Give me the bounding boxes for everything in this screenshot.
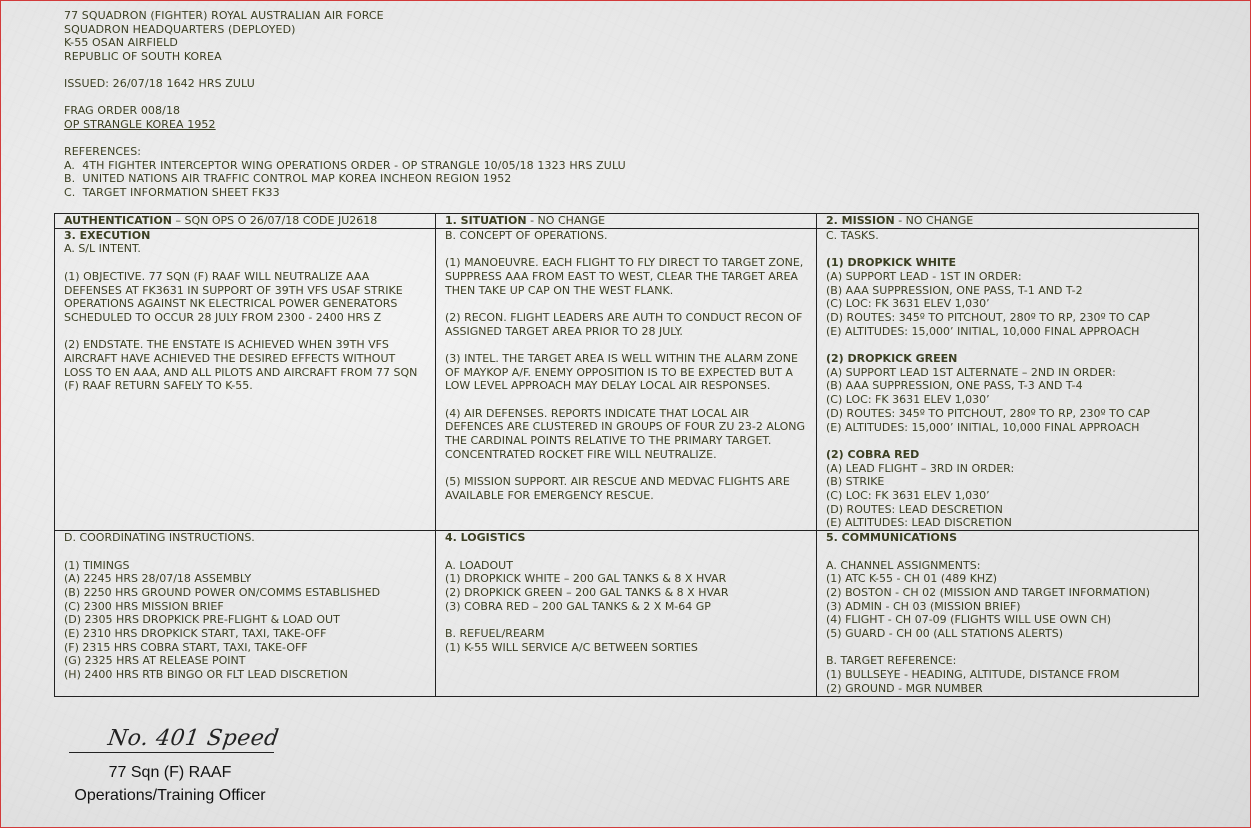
- timing-item: (D) 2305 HRS DROPKICK PRE-FLIGHT & LOAD OUT: [64, 613, 340, 627]
- timing-item: (H) 2400 HRS RTB BINGO OR FLT LEAD DISCRETION: [64, 668, 348, 682]
- timings-label: (1) TIMINGS: [64, 558, 130, 572]
- concept-item: (1) MANOEUVRE. EACH FLIGHT TO FLY DIRECT TO TARGET ZONE, SUPPRESS AAA FROM EAST TO WEST, CLEAR THE TARGET AREA THEN TAKE UP CAP ON THE WEST FLANK.: [445, 256, 804, 297]
- loadout-label: A. LOADOUT: [445, 558, 513, 572]
- execution-label: 3. EXECUTION: [64, 228, 151, 242]
- task-line: (D) ROUTES: 345º TO PITCHOUT, 280º TO RP, 230º TO CAP: [826, 406, 1150, 420]
- endstate-text: (2) ENDSTATE. THE ENSTATE IS ACHIEVED WHEN 39TH VFS AIRCRAFT HAVE ACHIEVED THE DESIRED EFFECTS WITHOUT LOSS TO EN AAA, AND ALL PILOTS AND AIRCRAFT FROM 77 SQN (F) RAAF RETURN SAFELY TO K-55.: [64, 338, 418, 393]
- channel-item: (1) ATC K-55 - CH 01 (489 KHZ): [826, 572, 998, 586]
- timing-item: (G) 2325 HRS AT RELEASE POINT: [64, 654, 246, 668]
- task-line: (D) ROUTES: LEAD DESCRETION: [826, 502, 1003, 516]
- coordinating-label: D. COORDINATING INSTRUCTIONS.: [64, 531, 255, 545]
- timing-item: (F) 2315 HRS COBRA START, TAXI, TAKE-OFF: [64, 640, 308, 654]
- reference-item: B. UNITED NATIONS AIR TRAFFIC CONTROL MAP KOREA INCHEON REGION 1952: [64, 172, 512, 186]
- signature-role: Operations/Training Officer: [74, 787, 266, 804]
- timing-item: (E) 2310 HRS DROPKICK START, TAXI, TAKE-OFF: [64, 627, 327, 641]
- header-line: SQUADRON HEADQUARTERS (DEPLOYED): [64, 22, 296, 36]
- task-line: (A) LEAD FLIGHT – 3RD IN ORDER:: [826, 461, 1015, 475]
- reference-item: C. TARGET INFORMATION SHEET FK33: [64, 186, 280, 199]
- target-ref-label: B. TARGET REFERENCE:: [826, 654, 957, 668]
- task-line: (A) SUPPORT LEAD 1ST ALTERNATE – 2ND IN ORDER:: [826, 365, 1116, 379]
- timing-item: (B) 2250 HRS GROUND POWER ON/COMMS ESTABLISHED: [64, 585, 381, 599]
- logistics-label: 4. LOGISTICS: [445, 531, 526, 545]
- signature: No. 401 Speed: [106, 726, 281, 751]
- channel-item: (3) ADMIN - CH 03 (MISSION BRIEF): [826, 599, 1021, 613]
- tasks-label: C. TASKS.: [826, 228, 879, 242]
- task-line: (C) LOC: FK 3631 ELEV 1,030’: [826, 393, 990, 407]
- timing-item: (C) 2300 HRS MISSION BRIEF: [64, 599, 224, 613]
- target-ref-item: (2) GROUND - MGR NUMBER: [826, 681, 983, 695]
- loadout-item: (3) COBRA RED – 200 GAL TANKS & 2 X M-64 GP: [445, 599, 711, 613]
- intent-label: A. S/L INTENT.: [64, 242, 141, 256]
- header-line: K-55 OSAN AIRFIELD: [64, 36, 178, 50]
- concept-item: (5) MISSION SUPPORT. AIR RESCUE AND MEDVAC FLIGHTS ARE AVAILABLE FOR EMERGENCY RESCUE.: [445, 475, 790, 502]
- issued-line: ISSUED: 26/07/18 1642 HRS ZULU: [64, 77, 255, 91]
- concept-label: B. CONCEPT OF OPERATIONS.: [445, 228, 608, 242]
- task-group-title: (1) DROPKICK WHITE: [826, 256, 957, 270]
- references-label: REFERENCES:: [64, 145, 142, 159]
- authentication-label: AUTHENTICATION: [64, 214, 173, 227]
- task-line: (C) LOC: FK 3631 ELEV 1,030’: [826, 297, 990, 311]
- authentication-text: – SQN OPS O 26/07/18 CODE JU2618: [172, 214, 378, 227]
- mission-text: - NO CHANGE: [894, 214, 974, 227]
- loadout-item: (1) DROPKICK WHITE – 200 GAL TANKS & 8 X HVAR: [445, 572, 727, 586]
- refuel-label: B. REFUEL/REARM: [445, 627, 545, 641]
- header-line: 77 SQUADRON (FIGHTER) ROYAL AUSTRALIAN AIR FORCE: [64, 9, 384, 22]
- mission-label: 2. MISSION: [826, 214, 895, 227]
- channel-item: (5) GUARD - CH 00 (ALL STATIONS ALERTS): [826, 627, 1064, 641]
- signature-unit: 77 Sqn (F) RAAF: [108, 764, 232, 781]
- task-line: (C) LOC: FK 3631 ELEV 1,030’: [826, 489, 990, 503]
- concept-item: (3) INTEL. THE TARGET AREA IS WELL WITHIN THE ALARM ZONE OF MAYKOP A/F. ENEMY OPPOSITION IS TO BE EXPECTED BUT A LOW LEVEL APPROACH MAY DELAY LOCAL AIR RESPONSES.: [445, 351, 798, 393]
- operation-name: OP STRANGLE KOREA 1952: [64, 117, 216, 131]
- channel-item: (2) BOSTON - CH 02 (MISSION AND TARGET INFORMATION): [826, 585, 1151, 599]
- concept-item: (2) RECON. FLIGHT LEADERS ARE AUTH TO CONDUCT RECON OF ASSIGNED TARGET AREA PRIOR TO 28 JULY.: [445, 310, 803, 338]
- task-line: (A) SUPPORT LEAD - 1ST IN ORDER:: [826, 269, 1022, 283]
- loadout-item: (2) DROPKICK GREEN – 200 GAL TANKS & 8 X HVAR: [445, 585, 729, 599]
- target-ref-item: (1) BULLSEYE - HEADING, ALTITUDE, DISTANCE FROM: [826, 668, 1120, 682]
- task-line: (E) ALTITUDES: 15,000’ INITIAL, 10,000 FINAL APPROACH: [826, 420, 1140, 434]
- task-line: (E) ALTITUDES: 15,000’ INITIAL, 10,000 FINAL APPROACH: [826, 324, 1140, 338]
- concept-item: (4) AIR DEFENSES. REPORTS INDICATE THAT LOCAL AIR DEFENCES ARE CLUSTERED IN GROUPS OF FOUR ZU 23-2 ALONG THE CARDINAL POINTS RELATIVE TO THE PRIMARY TARGET. CONCENTRATED ROCKET FIRE WILL NEUTRALIZE.: [445, 406, 806, 461]
- situation-label: 1. SITUATION: [445, 214, 527, 227]
- frag-order: FRAG ORDER 008/18: [64, 104, 181, 118]
- timing-item: (A) 2245 HRS 28/07/18 ASSEMBLY: [64, 572, 252, 586]
- communications-label: 5. COMMUNICATIONS: [826, 531, 958, 545]
- task-line: (B) AAA SUPPRESSION, ONE PASS, T-1 AND T-2: [826, 283, 1083, 297]
- reference-item: A. 4TH FIGHTER INTERCEPTOR WING OPERATIONS ORDER - OP STRANGLE 10/05/18 1323 HRS ZULU: [64, 158, 626, 172]
- task-line: (D) ROUTES: 345º TO PITCHOUT, 280º TO RP, 230º TO CAP: [826, 310, 1150, 324]
- header-line: REPUBLIC OF SOUTH KOREA: [64, 49, 222, 63]
- task-group-title: (2) DROPKICK GREEN: [826, 352, 958, 365]
- task-line: (E) ALTITUDES: LEAD DISCRETION: [826, 516, 1012, 530]
- task-line: (B) AAA SUPPRESSION, ONE PASS, T-3 AND T-4: [826, 379, 1083, 393]
- task-line: (B) STRIKE: [826, 475, 885, 489]
- task-group-title: (2) COBRA RED: [826, 447, 920, 461]
- channel-item: (4) FLIGHT - CH 07-09 (FLIGHTS WILL USE OWN CH): [826, 613, 1112, 627]
- refuel-item: (1) K-55 WILL SERVICE A/C BETWEEN SORTIES: [445, 640, 698, 654]
- channels-label: A. CHANNEL ASSIGNMENTS:: [826, 558, 981, 572]
- objective-text: (1) OBJECTIVE. 77 SQN (F) RAAF WILL NEUTRALIZE AAA DEFENSES AT FK3631 IN SUPPORT OF 39TH VFS USAF STRIKE OPERATIONS AGAINST NK ELECTRICAL POWER GENERATORS SCHEDULED TO OCCUR 28 JULY FROM 2300 - 2400 HRS Z: [64, 269, 403, 324]
- situation-text: - NO CHANGE: [526, 214, 606, 227]
